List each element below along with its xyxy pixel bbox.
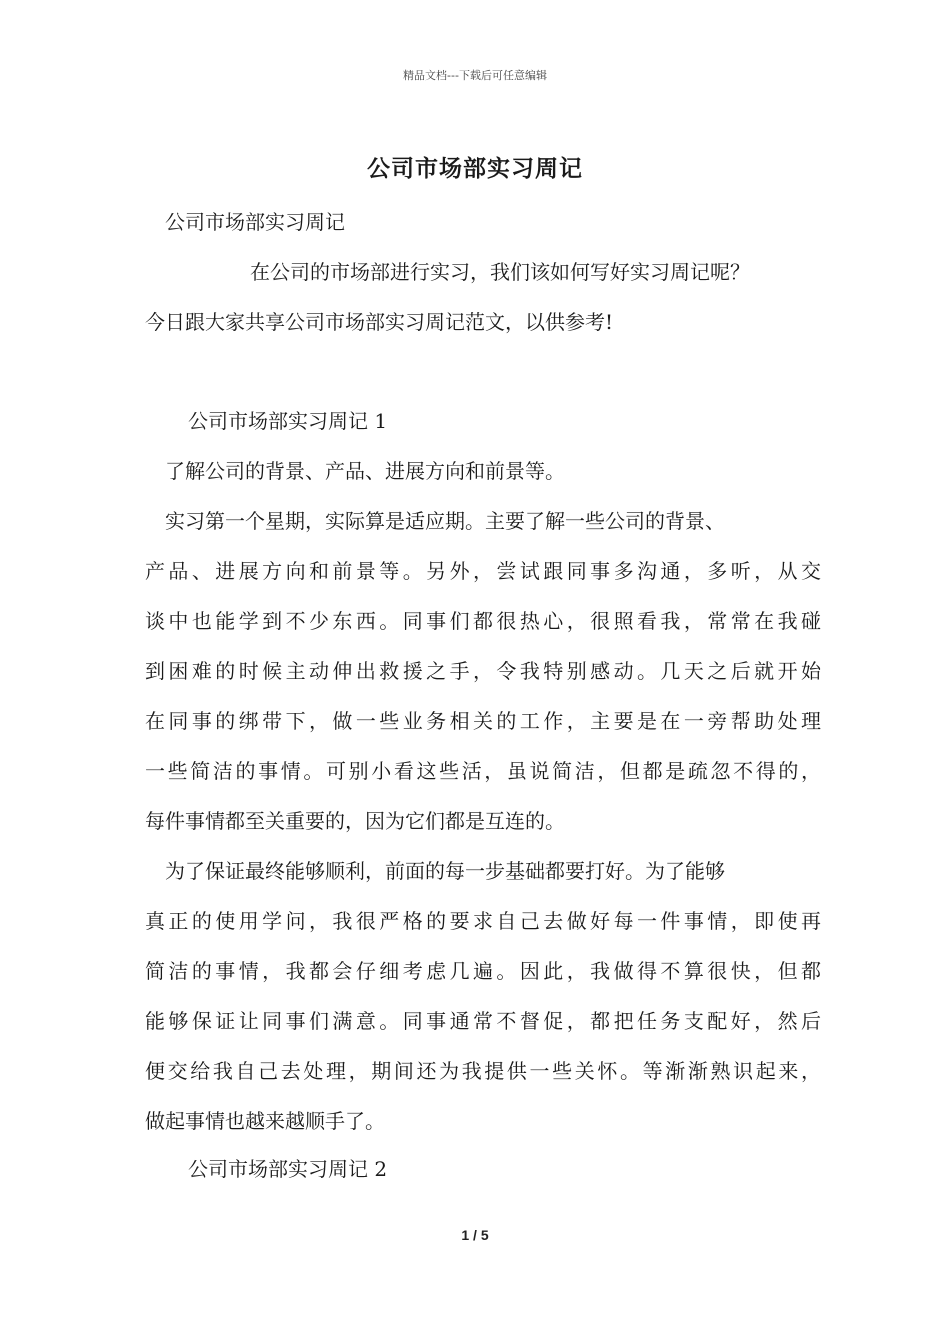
- paragraph-2-line-1: 为了保证最终能够顺利，前面的每一步基础都要打好。为了能够: [165, 859, 725, 883]
- section-topic: 了解公司的背景、产品、进展方向和前景等。: [165, 459, 565, 483]
- paragraph-2-line-3: 简洁的事情，我都会仔细考虑几遍。因此，我做得不算很快，但都: [145, 959, 821, 983]
- paragraph-1-line-6: 一些简洁的事情。可别小看这些活，虽说简洁，但都是疏忽不得的，: [145, 759, 821, 783]
- paragraph-1-line-7: 每件事情都至关重要的，因为它们都是互连的。: [145, 809, 565, 833]
- document-title: 公司市场部实习周记: [367, 155, 583, 182]
- intro-line-2: 今日跟大家共享公司市场部实习周记范文，以供参考!: [145, 310, 614, 334]
- page-header: 精品文档---下载后可任意编辑: [403, 69, 547, 82]
- paragraph-2-line-6: 做起事情也越来越顺手了。: [145, 1109, 385, 1133]
- page-number: 1 / 5: [461, 1227, 489, 1243]
- paragraph-1-line-2: 产品、进展方向和前景等。另外，尝试跟同事多沟通，多听，从交: [145, 559, 821, 583]
- document-subtitle: 公司市场部实习周记: [165, 210, 345, 234]
- paragraph-2-line-2: 真正的使用学问，我很严格的要求自己去做好每一件事情，即使再: [145, 909, 821, 933]
- paragraph-1-line-1: 实习第一个星期，实际算是适应期。主要了解一些公司的背景、: [165, 509, 725, 533]
- paragraph-1-line-3: 谈中也能学到不少东西。同事们都很热心，很照看我，常常在我碰: [145, 609, 821, 633]
- paragraph-1-line-5: 在同事的绑带下，做一些业务相关的工作，主要是在一旁帮助处理: [145, 709, 821, 733]
- intro-line-1: 在公司的市场部进行实习，我们该如何写好实习周记呢？: [250, 260, 750, 284]
- paragraph-2-line-5: 便交给我自己去处理，期间还为我提供一些关怀。等渐渐熟识起来，: [145, 1059, 821, 1083]
- paragraph-2-line-4: 能够保证让同事们满意。同事通常不督促，都把任务支配好，然后: [145, 1009, 821, 1033]
- section-heading-2: 公司市场部实习周记 2: [188, 1157, 388, 1181]
- section-heading-1: 公司市场部实习周记 1: [188, 409, 388, 433]
- paragraph-1-line-4: 到困难的时候主动伸出救援之手，令我特别感动。几天之后就开始: [145, 659, 821, 683]
